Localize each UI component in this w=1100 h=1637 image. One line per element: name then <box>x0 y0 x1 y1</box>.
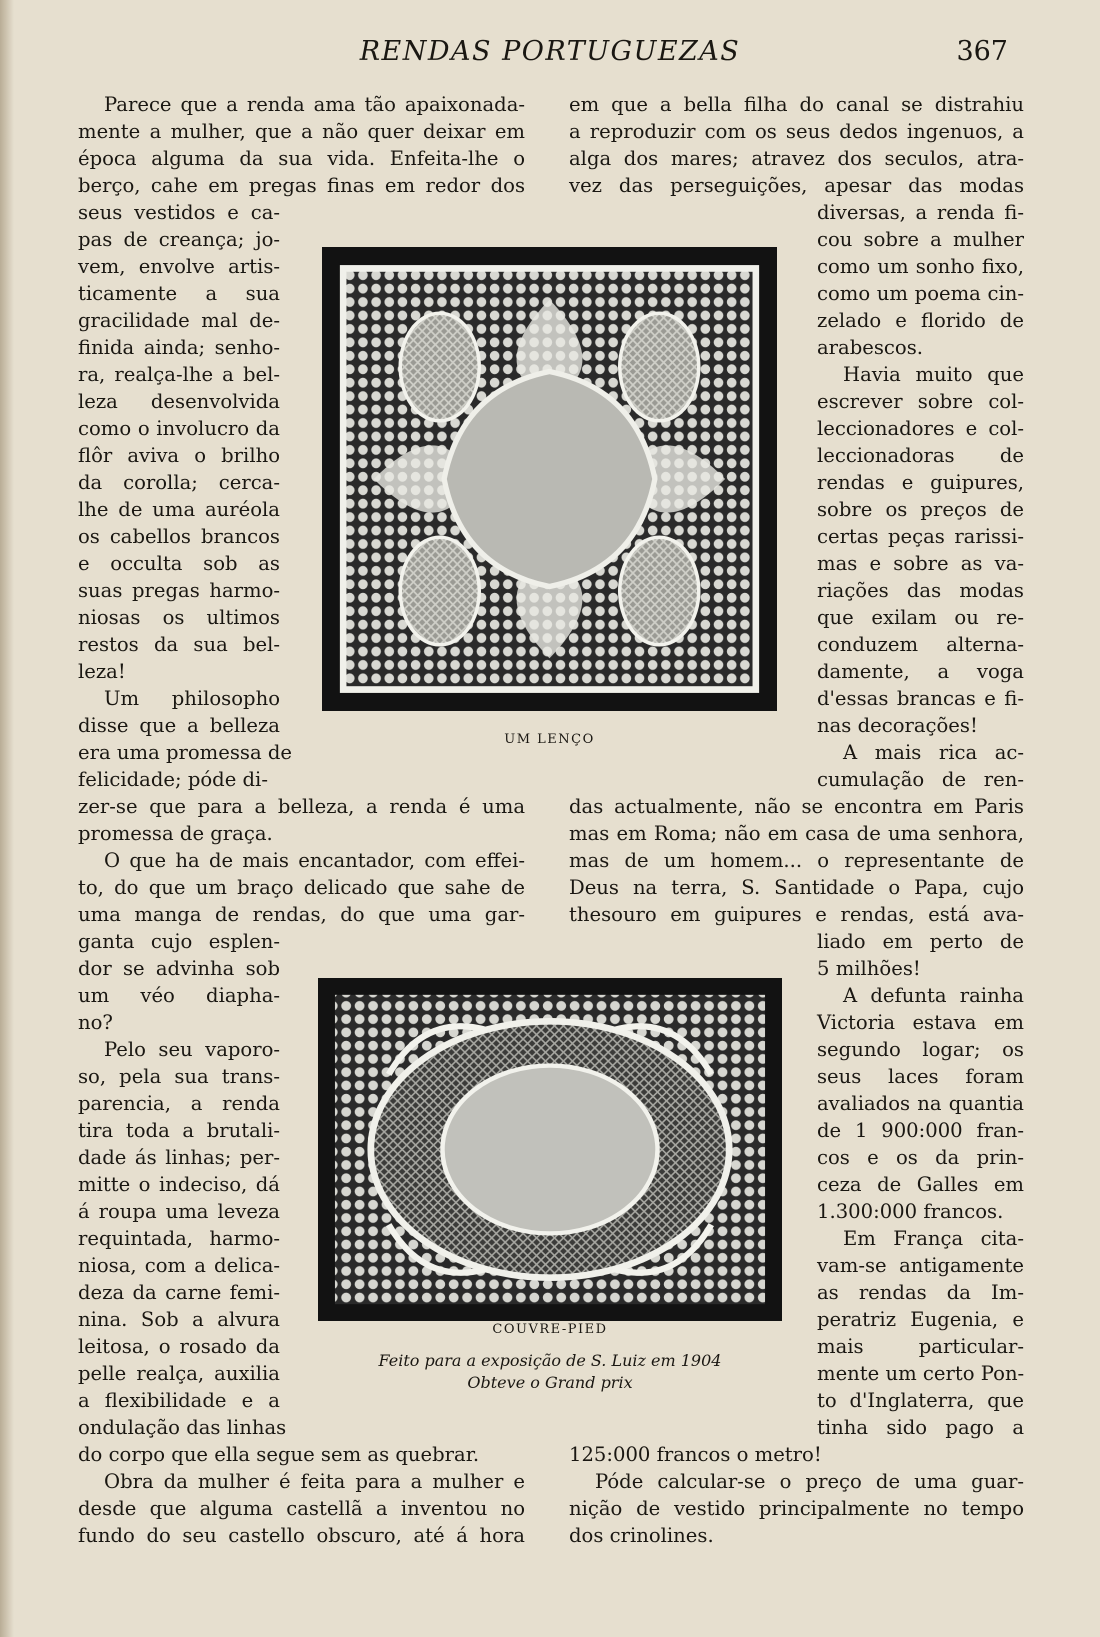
text-line: flôr aviva o brilho <box>78 444 280 467</box>
text-line: restos da sua bel- <box>78 633 280 656</box>
text-line: as rendas da Im- <box>817 1281 1024 1304</box>
text-line: os cabellos brancos <box>78 525 280 548</box>
text-line: e occulta sob as <box>78 552 280 575</box>
text-line: ceza de Galles em <box>817 1173 1024 1196</box>
text-line: damente, a voga <box>817 660 1024 683</box>
text-line: thesouro em guipures e rendas, está ava- <box>569 903 1024 926</box>
text-line: fundo do seu castello obscuro, até á hora <box>78 1524 525 1547</box>
text-line: vem, envolve artis- <box>78 255 280 278</box>
text-line: que exilam ou re- <box>817 606 1024 629</box>
text-line: leccionadores e col- <box>817 417 1024 440</box>
text-line: desde que alguma castellã a inventou no <box>78 1497 525 1520</box>
text-line: das actualmente, não se encontra em Paris <box>569 795 1024 818</box>
text-line: certas peças rarissi- <box>817 525 1024 548</box>
text-line: mente um certo Pon- <box>817 1362 1025 1385</box>
text-line: cos e os da prin- <box>817 1146 1024 1169</box>
text-line: requintada, harmo- <box>78 1227 280 1250</box>
text-line: sobre os preços de <box>817 498 1024 521</box>
page-number: 367 <box>956 36 1008 67</box>
text-line: ondulação das linhas <box>78 1416 287 1439</box>
col1-top <box>78 91 525 199</box>
text-line: peratriz Eugenia, e <box>817 1308 1024 1331</box>
text-line: disse que a belleza <box>78 714 280 737</box>
text-line: gracilidade mal de- <box>78 309 280 332</box>
text-line: escrever sobre col- <box>817 390 1024 413</box>
text-line: parencia, a renda <box>78 1092 280 1115</box>
text-line: Victoria estava em <box>817 1011 1024 1034</box>
text-line: leccionadoras de <box>817 444 1024 467</box>
text-line: alga dos mares; atravez dos seculos, atra- <box>569 147 1024 170</box>
text-line: tira toda a brutali- <box>78 1119 280 1142</box>
text-line: Póde calcular-se o preço de uma guar- <box>595 1470 1024 1493</box>
text-line: mente a mulher, que a não quer deixar em <box>78 120 525 143</box>
text-line: como um sonho fixo, <box>817 255 1024 278</box>
text-line: como o involucro da <box>78 417 280 440</box>
text-line: 125:000 francos o metro! <box>569 1443 822 1466</box>
figure-1-caption: UM LENÇO <box>504 732 595 747</box>
text-line: Deus na terra, S. Santidade o Papa, cujo <box>569 876 1024 899</box>
page-edge <box>0 0 14 1637</box>
text-line: avaliados na quantia <box>817 1092 1024 1115</box>
col1-bottom <box>78 1441 525 1549</box>
text-line: to d'Inglaterra, que <box>817 1389 1024 1412</box>
text-line: do corpo que ella segue sem as quebrar. <box>78 1443 480 1466</box>
col1-mid <box>78 793 525 928</box>
text-line: mas em Roma; não em casa de uma senhora, <box>569 822 1024 845</box>
text-line: era uma promessa de <box>78 741 293 764</box>
text-line: A mais rica ac- <box>843 741 1024 764</box>
text-line: cou sobre a mulher <box>817 228 1024 251</box>
text-line: um véo diapha- <box>78 984 280 1007</box>
text-line: mas de um homem... o representante de <box>569 849 1024 872</box>
text-line: A defunta rainha <box>843 984 1024 1007</box>
text-line: diversas, a renda fi- <box>817 201 1024 224</box>
text-line: época alguma da sua vida. Enfeita-lhe o <box>78 147 525 170</box>
text-line: finida ainda; senho- <box>78 336 280 359</box>
text-line: segundo logar; os <box>817 1038 1024 1061</box>
text-line: em que a bella filha do canal se distrahiu <box>569 93 1024 116</box>
text-line: a reproduzir com os seus dedos ingenuos, a <box>569 120 1024 143</box>
text-line: de 1 900:000 fran- <box>817 1119 1024 1142</box>
lace-handkerchief-photo <box>322 247 777 711</box>
text-line: so, pela sua trans- <box>78 1065 280 1088</box>
text-line: como um poema cin- <box>817 282 1024 305</box>
text-line: conduzem alterna- <box>817 633 1024 656</box>
text-line: no? <box>78 1011 113 1034</box>
text-line: ra, realça-lhe a bel- <box>78 363 280 386</box>
text-line: nas decorações! <box>817 714 978 737</box>
text-line: Em França cita- <box>843 1227 1024 1250</box>
col1-narrow-a <box>78 199 293 793</box>
col2-mid <box>569 793 1024 928</box>
text-line: vez das perseguições, apesar das modas <box>569 174 1024 197</box>
text-line: Pelo seu vaporo- <box>104 1038 280 1061</box>
col1-narrow-b <box>78 928 287 1441</box>
text-line: zelado e florido de <box>817 309 1024 332</box>
figure-2-subcaption-1: Feito para a exposição de S. Luiz em 1904 <box>378 1351 722 1370</box>
text-line: rendas e guipures, <box>817 471 1024 494</box>
text-line: promessa de graça. <box>78 822 273 845</box>
lace-couvre-pied-image <box>326 986 774 1313</box>
text-line: leitosa, o rosado da <box>78 1335 280 1358</box>
text-line: mas e sobre as va- <box>817 552 1024 575</box>
text-line: ticamente a sua <box>78 282 280 305</box>
text-line: uma manga de rendas, do que uma gar- <box>78 903 525 926</box>
text-line: da corolla; cerca- <box>78 471 280 494</box>
text-line: liado em perto de <box>817 930 1024 953</box>
figure-2-subcaption-2: Obteve o Grand prix <box>467 1373 633 1392</box>
text-line: arabescos. <box>817 336 923 359</box>
text-line: lhe de uma auréola <box>78 498 280 521</box>
text-line: Parece que a renda ama tão apaixonada- <box>104 93 525 116</box>
col2-narrow-b <box>817 928 1024 1441</box>
text-line: Um philosopho <box>104 687 280 710</box>
text-line: ganta cujo esplen- <box>78 930 280 953</box>
text-line: tinha sido pago a <box>817 1416 1024 1439</box>
text-line: leza desenvolvida <box>78 390 280 413</box>
text-line: berço, cahe em pregas finas em redor dos <box>78 174 525 197</box>
text-line: zer-se que para a belleza, a renda é uma <box>78 795 525 818</box>
text-line: O que ha de mais encantador, com effei- <box>104 849 525 872</box>
text-line: á roupa uma leveza <box>78 1200 280 1223</box>
lace-couvre-pied-photo <box>318 978 782 1321</box>
text-line: niosa, com a delica- <box>78 1254 280 1277</box>
text-line: cumulação de ren- <box>817 768 1024 791</box>
running-title: RENDAS PORTUGUEZAS <box>359 36 741 67</box>
text-line: pas de creança; jo- <box>78 228 280 251</box>
lace-handkerchief-image <box>330 255 769 703</box>
text-line: deza da carne femi- <box>78 1281 280 1304</box>
text-line: leza! <box>78 660 126 683</box>
text-line: niosas os ultimos <box>78 606 280 629</box>
text-line: mais particular- <box>817 1335 1024 1358</box>
text-line: pelle realça, auxilia <box>78 1362 280 1385</box>
text-line: dade ás linhas; per- <box>78 1146 280 1169</box>
col2-top <box>569 91 1024 199</box>
text-line: suas pregas harmo- <box>78 579 280 602</box>
text-line: mitte o indeciso, dá <box>78 1173 280 1196</box>
col2-bottom <box>569 1441 1024 1549</box>
text-line: a flexibilidade e a <box>78 1389 280 1412</box>
text-line: riações das modas <box>817 579 1024 602</box>
text-line: to, do que um braço delicado que sahe de <box>78 876 525 899</box>
text-line: felicidade; póde di- <box>78 768 268 791</box>
text-line: seus laces foram <box>817 1065 1024 1088</box>
text-line: dos crinolines. <box>569 1524 714 1547</box>
text-line: d'essas brancas e fi- <box>817 687 1024 710</box>
text-line: dor se advinha sob <box>78 957 280 980</box>
text-line: Havia muito que <box>843 363 1024 386</box>
col2-narrow-a <box>817 199 1024 793</box>
text-line: vam-se antigamente <box>817 1254 1024 1277</box>
text-line: nina. Sob a alvura <box>78 1308 280 1331</box>
text-line: 1.300:000 francos. <box>817 1200 1004 1223</box>
figure-2-caption: COUVRE-PIED <box>492 1322 608 1337</box>
text-line: Obra da mulher é feita para a mulher e <box>104 1470 525 1493</box>
text-line: nição de vestido principalmente no tempo <box>569 1497 1024 1520</box>
text-line: 5 milhões! <box>817 957 921 980</box>
text-line: seus vestidos e ca- <box>78 201 280 224</box>
